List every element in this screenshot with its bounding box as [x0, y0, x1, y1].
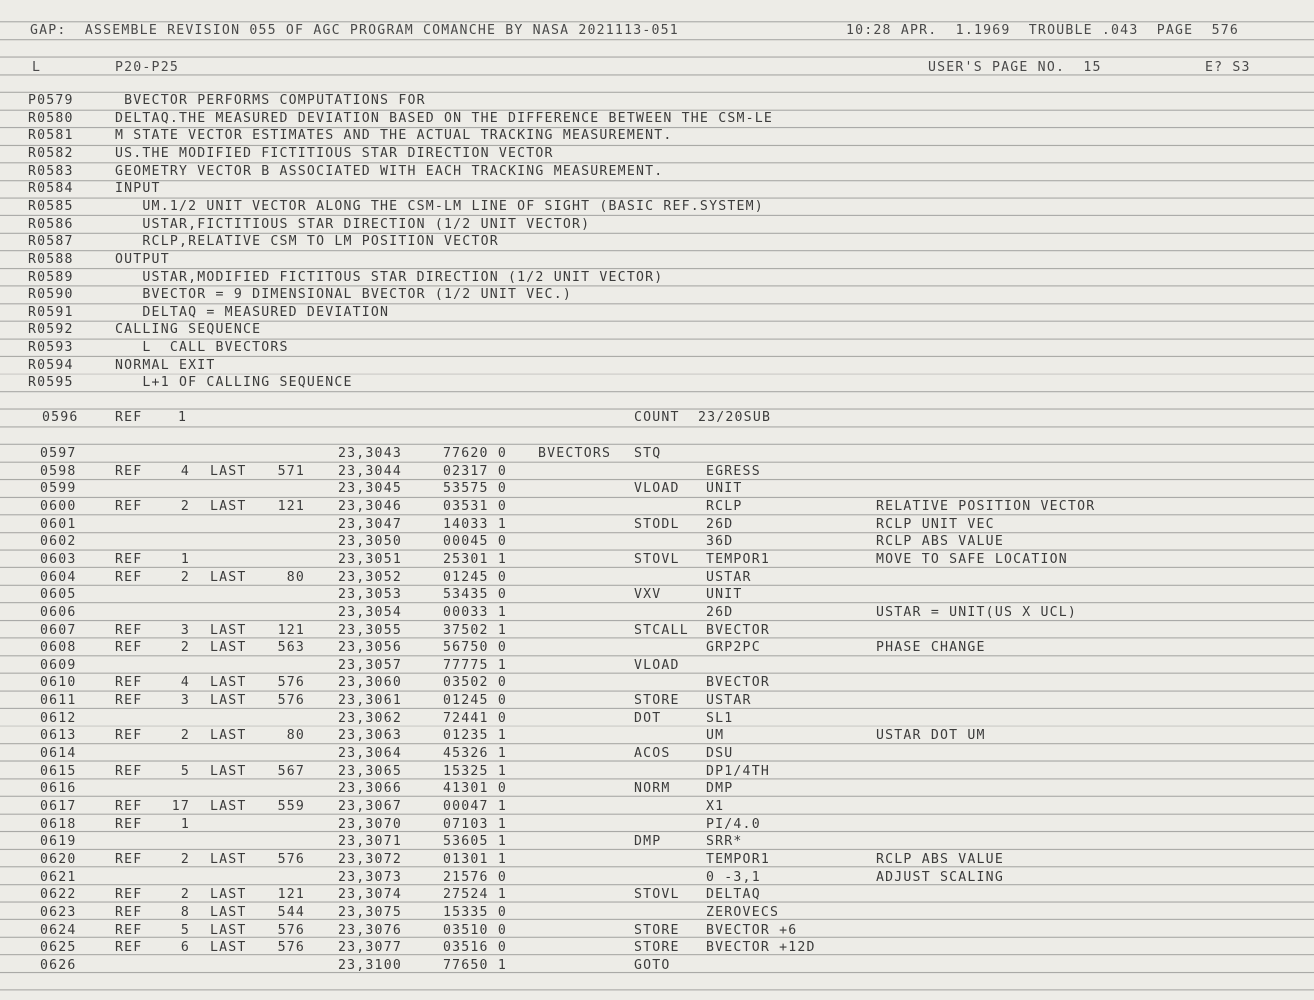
- comment-line-number: R0594: [28, 357, 74, 373]
- code-opcode: STORE: [634, 922, 680, 938]
- code-ref: REF: [115, 675, 143, 691]
- code-last-line: 121: [277, 887, 305, 903]
- code-line-number: 0599: [40, 481, 77, 497]
- code-ref-count: 17: [171, 799, 190, 814]
- code-address: 23,3043: [338, 446, 402, 461]
- comment-line-number: R0587: [28, 234, 74, 250]
- code-address: 23,3071: [338, 834, 402, 850]
- code-address: 23,3060: [338, 675, 402, 691]
- code-operand: 36D: [706, 534, 734, 550]
- code-word: 01301 1: [443, 851, 507, 867]
- code-line-number: 0617: [40, 799, 77, 814]
- code-ref-count: 2: [180, 498, 190, 514]
- ref-line-count: 1: [178, 410, 188, 425]
- code-line-number: 0607: [40, 622, 77, 638]
- code-word: 21576 0: [443, 869, 507, 885]
- comment-line-number: R0591: [28, 304, 74, 320]
- code-word: 00033 1: [443, 604, 507, 620]
- comment-line-text: UM.1/2 UNIT VECTOR ALONG THE CSM-LM LINE OF SIGHT (BASIC REF.SYSTEM): [115, 198, 764, 214]
- code-opcode: DOT: [634, 710, 662, 726]
- code-line-number: 0598: [40, 463, 77, 479]
- code-ref-count: 3: [180, 693, 190, 709]
- code-line-number: 0622: [40, 887, 77, 903]
- code-opcode: STORE: [634, 940, 680, 956]
- code-word: 45326 1: [443, 746, 507, 762]
- code-operand: BVECTOR: [706, 622, 770, 638]
- comment-line-number: R0580: [28, 110, 74, 126]
- code-opcode: VLOAD: [634, 657, 680, 673]
- code-line-number: 0604: [40, 569, 77, 585]
- comment-line-text: USTAR,FICTITIOUS STAR DIRECTION (1/2 UNIT VECTOR): [115, 216, 591, 232]
- code-line-number: 0621: [40, 869, 77, 885]
- code-address: 23,3065: [338, 763, 402, 779]
- code-last-line: 80: [286, 569, 305, 585]
- code-word: 14033 1: [443, 516, 507, 532]
- code-operand: UNIT: [706, 587, 743, 603]
- comment-line-number: R0588: [28, 251, 74, 267]
- code-operand: 0 -3,1: [706, 869, 761, 885]
- comment-line-text: DELTAQ.THE MEASURED DEVIATION BASED ON THE DIFFERENCE BETWEEN THE CSM-LE: [115, 110, 774, 126]
- comment-line-number: P0579: [28, 93, 74, 108]
- code-word: 03531 0: [443, 498, 507, 514]
- code-ref: REF: [115, 569, 143, 585]
- code-ref: REF: [115, 940, 143, 956]
- code-opcode: STODL: [634, 516, 680, 532]
- header-page-code: E? S3: [1205, 60, 1251, 75]
- header-date-page: 10:28 APR. 1.1969 TROUBLE .043 PAGE 576: [846, 23, 1240, 38]
- code-ref: REF: [115, 728, 143, 744]
- code-last-line: 567: [277, 763, 305, 779]
- comment-line-text: RCLP,RELATIVE CSM TO LM POSITION VECTOR: [115, 234, 499, 250]
- code-ref-count: 4: [180, 675, 190, 691]
- code-line-number: 0611: [40, 693, 77, 709]
- code-last: LAST: [210, 728, 247, 744]
- code-last-line: 80: [286, 728, 305, 744]
- comment-line-number: R0581: [28, 128, 74, 144]
- code-word: 15335 0: [443, 904, 507, 920]
- code-opcode: STOVL: [634, 887, 680, 903]
- code-last-line: 576: [277, 851, 305, 867]
- comment-line-number: R0593: [28, 340, 74, 356]
- code-last: LAST: [210, 569, 247, 585]
- code-ref: REF: [115, 463, 143, 479]
- comment-line-number: R0582: [28, 145, 74, 161]
- code-operand: TEMPOR1: [706, 551, 770, 567]
- code-operand: SRR*: [706, 834, 743, 850]
- code-comment: RCLP ABS VALUE: [876, 851, 1004, 867]
- comment-line-text: CALLING SEQUENCE: [115, 322, 262, 338]
- comment-line-text: USTAR,MODIFIED FICTITOUS STAR DIRECTION (1/2 UNIT VECTOR): [115, 269, 664, 285]
- code-ref: REF: [115, 498, 143, 514]
- code-comment: RELATIVE POSITION VECTOR: [876, 498, 1096, 514]
- header-user-page: USER'S PAGE NO. 15: [928, 60, 1102, 75]
- code-ref-count: 2: [180, 640, 190, 656]
- code-address: 23,3067: [338, 799, 402, 814]
- code-line-number: 0605: [40, 587, 77, 603]
- code-operand: UM: [706, 728, 725, 744]
- code-last: LAST: [210, 851, 247, 867]
- code-comment: PHASE CHANGE: [876, 640, 986, 656]
- code-operand: X1: [706, 799, 725, 814]
- code-operand: TEMPOR1: [706, 851, 770, 867]
- code-line-number: 0606: [40, 604, 77, 620]
- code-operand: BVECTOR +12D: [706, 940, 816, 956]
- comment-line-text: L+1 OF CALLING SEQUENCE: [115, 375, 353, 391]
- code-ref: REF: [115, 887, 143, 903]
- code-operand: GRP2PC: [706, 640, 761, 656]
- code-ref: REF: [115, 763, 143, 779]
- code-last-line: 121: [277, 622, 305, 638]
- code-line-number: 0625: [40, 940, 77, 956]
- code-last: LAST: [210, 640, 247, 656]
- comment-line-number: R0589: [28, 269, 74, 285]
- code-last-line: 576: [277, 940, 305, 956]
- code-line-number: 0616: [40, 781, 77, 797]
- code-address: 23,3054: [338, 604, 402, 620]
- comment-line-text: M STATE VECTOR ESTIMATES AND THE ACTUAL TRACKING MEASUREMENT.: [115, 128, 673, 144]
- code-word: 01235 1: [443, 728, 507, 744]
- code-ref: REF: [115, 922, 143, 938]
- code-operand: 26D: [706, 516, 734, 532]
- comment-line-number: R0590: [28, 287, 74, 303]
- code-address: 23,3056: [338, 640, 402, 656]
- code-ref-count: 8: [180, 904, 190, 920]
- code-line-number: 0601: [40, 516, 77, 532]
- code-last: LAST: [210, 904, 247, 920]
- comment-line-text: BVECTOR = 9 DIMENSIONAL BVECTOR (1/2 UNIT VEC.): [115, 287, 572, 303]
- code-word: 03510 0: [443, 922, 507, 938]
- code-last: LAST: [210, 887, 247, 903]
- code-last: LAST: [210, 940, 247, 956]
- code-opcode: GOTO: [634, 957, 671, 973]
- code-opcode: VLOAD: [634, 481, 680, 497]
- code-opcode: STCALL: [634, 622, 689, 638]
- code-address: 23,3061: [338, 693, 402, 709]
- ref-line-count-label: COUNT 23/20SUB: [634, 410, 772, 425]
- code-operand: DMP: [706, 781, 734, 797]
- code-opcode: STQ: [634, 446, 662, 461]
- comment-line-text: US.THE MODIFIED FICTITIOUS STAR DIRECTION VECTOR: [115, 145, 554, 161]
- code-line-number: 0620: [40, 851, 77, 867]
- code-last-line: 571: [277, 463, 305, 479]
- code-operand: BVECTOR +6: [706, 922, 798, 938]
- code-operand: 26D: [706, 604, 734, 620]
- code-address: 23,3066: [338, 781, 402, 797]
- code-word: 25301 1: [443, 551, 507, 567]
- code-last: LAST: [210, 498, 247, 514]
- code-word: 02317 0: [443, 463, 507, 479]
- comment-line-text: GEOMETRY VECTOR B ASSOCIATED WITH EACH TRACKING MEASUREMENT.: [115, 163, 664, 179]
- code-word: 72441 0: [443, 710, 507, 726]
- code-operand: DELTAQ: [706, 887, 761, 903]
- code-ref-count: 2: [180, 728, 190, 744]
- code-address: 23,3057: [338, 657, 402, 673]
- code-line-number: 0623: [40, 904, 77, 920]
- code-line-number: 0602: [40, 534, 77, 550]
- code-opcode: STORE: [634, 693, 680, 709]
- comment-line-text: OUTPUT: [115, 251, 170, 267]
- code-last: LAST: [210, 622, 247, 638]
- code-opcode: NORM: [634, 781, 671, 797]
- code-word: 77650 1: [443, 957, 507, 973]
- code-line-number: 0613: [40, 728, 77, 744]
- comment-line-text: NORMAL EXIT: [115, 357, 216, 373]
- header-log-section: L: [32, 60, 42, 75]
- code-word: 56750 0: [443, 640, 507, 656]
- code-ref-count: 2: [180, 569, 190, 585]
- code-opcode: VXV: [634, 587, 662, 603]
- code-word: 41301 0: [443, 781, 507, 797]
- code-word: 01245 0: [443, 693, 507, 709]
- code-word: 53435 0: [443, 587, 507, 603]
- code-opcode: STOVL: [634, 551, 680, 567]
- code-ref-count: 6: [180, 940, 190, 956]
- code-ref-count: 5: [180, 763, 190, 779]
- code-word: 27524 1: [443, 887, 507, 903]
- code-last: LAST: [210, 693, 247, 709]
- code-word: 00047 1: [443, 799, 507, 814]
- code-last-line: 559: [277, 799, 305, 814]
- comment-line-number: R0583: [28, 163, 74, 179]
- code-line-number: 0608: [40, 640, 77, 656]
- code-operand: USTAR: [706, 569, 752, 585]
- code-ref-count: 2: [180, 851, 190, 867]
- code-address: 23,3064: [338, 746, 402, 762]
- code-address: 23,3074: [338, 887, 402, 903]
- code-line-number: 0600: [40, 498, 77, 514]
- comment-line-number: R0585: [28, 198, 74, 214]
- code-address: 23,3052: [338, 569, 402, 585]
- code-last: LAST: [210, 763, 247, 779]
- code-last-line: 576: [277, 675, 305, 691]
- code-ref: REF: [115, 904, 143, 920]
- code-operand: BVECTOR: [706, 675, 770, 691]
- ref-line-ref: REF: [115, 410, 143, 425]
- code-word: 53605 1: [443, 834, 507, 850]
- comment-line-number: R0592: [28, 322, 74, 338]
- code-last: LAST: [210, 675, 247, 691]
- code-last-line: 121: [277, 498, 305, 514]
- comment-line-text: BVECTOR PERFORMS COMPUTATIONS FOR: [115, 93, 426, 108]
- code-ref: REF: [115, 816, 143, 832]
- code-address: 23,3046: [338, 498, 402, 514]
- code-ref: REF: [115, 640, 143, 656]
- code-operand: PI/4.0: [706, 816, 761, 832]
- code-line-number: 0618: [40, 816, 77, 832]
- header-section-name: P20-P25: [115, 60, 179, 75]
- comment-line-number: R0586: [28, 216, 74, 232]
- code-address: 23,3077: [338, 940, 402, 956]
- code-address: 23,3050: [338, 534, 402, 550]
- code-last-line: 563: [277, 640, 305, 656]
- code-last: LAST: [210, 922, 247, 938]
- code-address: 23,3070: [338, 816, 402, 832]
- code-last-line: 544: [277, 904, 305, 920]
- code-ref-count: 3: [180, 622, 190, 638]
- code-word: 37502 1: [443, 622, 507, 638]
- code-operand: DSU: [706, 746, 734, 762]
- code-address: 23,3063: [338, 728, 402, 744]
- comment-line-number: R0595: [28, 375, 74, 391]
- code-operand: USTAR: [706, 693, 752, 709]
- code-address: 23,3053: [338, 587, 402, 603]
- code-label: BVECTORS: [538, 446, 612, 461]
- code-comment: RCLP ABS VALUE: [876, 534, 1004, 550]
- code-line-number: 0612: [40, 710, 77, 726]
- code-operand: SL1: [706, 710, 734, 726]
- code-address: 23,3055: [338, 622, 402, 638]
- code-opcode: DMP: [634, 834, 662, 850]
- code-address: 23,3076: [338, 922, 402, 938]
- code-last-line: 576: [277, 922, 305, 938]
- code-ref: REF: [115, 693, 143, 709]
- code-ref-count: 2: [180, 887, 190, 903]
- code-comment: MOVE TO SAFE LOCATION: [876, 551, 1068, 567]
- code-word: 03516 0: [443, 940, 507, 956]
- code-ref-count: 5: [180, 922, 190, 938]
- code-opcode: ACOS: [634, 746, 671, 762]
- code-comment: ADJUST SCALING: [876, 869, 1004, 885]
- code-line-number: 0614: [40, 746, 77, 762]
- code-word: 77775 1: [443, 657, 507, 673]
- code-last-line: 576: [277, 693, 305, 709]
- code-address: 23,3051: [338, 551, 402, 567]
- code-line-number: 0624: [40, 922, 77, 938]
- code-operand: EGRESS: [706, 463, 761, 479]
- header-assembly-title: GAP: ASSEMBLE REVISION 055 OF AGC PROGRAM COMANCHE BY NASA 2021113-051: [30, 23, 679, 38]
- code-ref: REF: [115, 551, 143, 567]
- ref-line-number: 0596: [42, 410, 79, 425]
- comment-line-text: INPUT: [115, 181, 161, 197]
- code-comment: USTAR = UNIT(US X UCL): [876, 604, 1078, 620]
- code-word: 01245 0: [443, 569, 507, 585]
- code-last: LAST: [210, 463, 247, 479]
- code-address: 23,3044: [338, 463, 402, 479]
- code-word: 03502 0: [443, 675, 507, 691]
- code-line-number: 0609: [40, 657, 77, 673]
- code-line-number: 0626: [40, 957, 77, 973]
- code-word: 77620 0: [443, 446, 507, 461]
- code-address: 23,3073: [338, 869, 402, 885]
- code-line-number: 0603: [40, 551, 77, 567]
- code-word: 53575 0: [443, 481, 507, 497]
- code-comment: USTAR DOT UM: [876, 728, 986, 744]
- code-line-number: 0597: [40, 446, 77, 461]
- comment-line-text: DELTAQ = MEASURED DEVIATION: [115, 304, 390, 320]
- code-word: 07103 1: [443, 816, 507, 832]
- code-ref-count: 4: [180, 463, 190, 479]
- code-ref-count: 1: [180, 816, 190, 832]
- code-line-number: 0610: [40, 675, 77, 691]
- code-address: 23,3047: [338, 516, 402, 532]
- code-address: 23,3100: [338, 957, 402, 973]
- code-operand: ZEROVECS: [706, 904, 780, 920]
- code-address: 23,3062: [338, 710, 402, 726]
- code-operand: RCLP: [706, 498, 743, 514]
- code-line-number: 0619: [40, 834, 77, 850]
- code-address: 23,3075: [338, 904, 402, 920]
- code-operand: UNIT: [706, 481, 743, 497]
- code-ref: REF: [115, 799, 143, 814]
- code-ref: REF: [115, 851, 143, 867]
- comment-line-number: R0584: [28, 181, 74, 197]
- code-last: LAST: [210, 799, 247, 814]
- code-comment: RCLP UNIT VEC: [876, 516, 995, 532]
- code-ref-count: 1: [180, 551, 190, 567]
- code-line-number: 0615: [40, 763, 77, 779]
- code-word: 15325 1: [443, 763, 507, 779]
- code-address: 23,3045: [338, 481, 402, 497]
- code-operand: DP1/4TH: [706, 763, 770, 779]
- code-ref: REF: [115, 622, 143, 638]
- code-address: 23,3072: [338, 851, 402, 867]
- code-word: 00045 0: [443, 534, 507, 550]
- comment-line-text: L CALL BVECTORS: [115, 340, 289, 356]
